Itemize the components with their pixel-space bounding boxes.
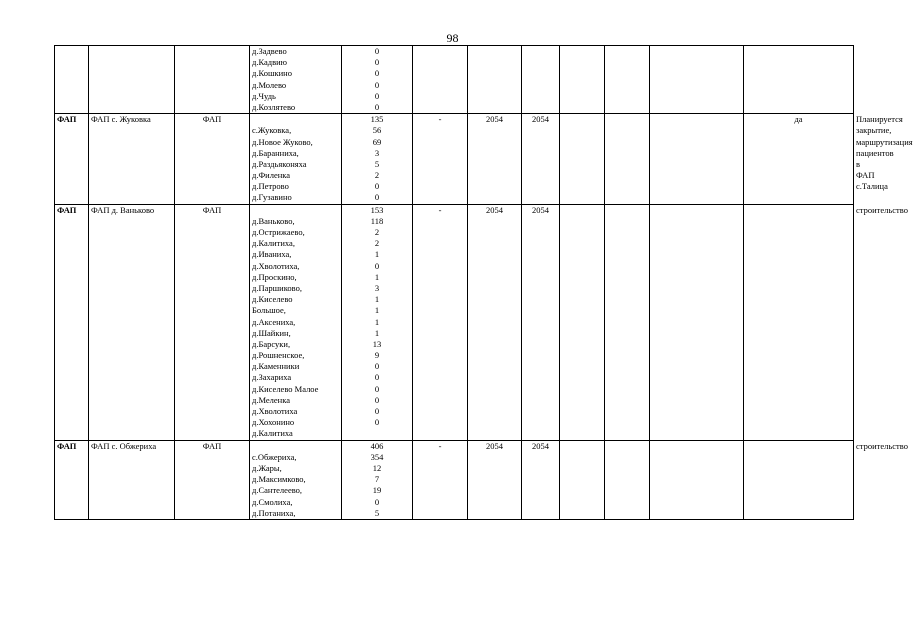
population-value: 2 <box>374 227 380 237</box>
facility-type-cell: ФАП <box>55 440 89 519</box>
settlement-name: д.Новое Жуково, <box>252 136 313 147</box>
empty-cell <box>650 46 744 114</box>
population-value: 135 <box>370 114 384 125</box>
settlement-name: д.Кошкино <box>252 68 292 79</box>
flag-cell <box>744 204 854 440</box>
settlement-name: д.Петрово <box>252 181 289 192</box>
population-value: 0 <box>374 372 380 383</box>
settlement-name <box>252 114 339 125</box>
facility-name-cell: ФАП д. Ваньково <box>89 204 175 440</box>
settlement-name: д.Аксениха, <box>252 316 296 327</box>
settlement-name: д.Калитиха, <box>252 238 295 249</box>
population-cell <box>342 440 413 519</box>
settlement-name: д.Раздьяконяха <box>252 158 307 169</box>
population-value: 0 <box>374 406 380 416</box>
population-value: 3 <box>374 147 380 158</box>
population-value: 5 <box>374 507 380 518</box>
population-value: 1 <box>374 271 380 282</box>
flag-cell: да <box>744 114 854 205</box>
population-value: 13 <box>372 338 382 349</box>
flag-cell <box>744 46 854 114</box>
settlement-name: д.Острижаево, <box>252 227 305 237</box>
settlement-name: д.Рошненское, <box>252 350 305 361</box>
facility-type-cell: ФАП <box>55 114 89 205</box>
population-value: 118 <box>370 215 384 226</box>
settlement-name: д.Баранниха, <box>252 147 299 158</box>
settlement-name: д.Хволотиха <box>252 406 298 416</box>
population-value: 0 <box>374 90 380 101</box>
empty-cell <box>605 46 650 114</box>
population-value: 0 <box>374 361 380 372</box>
facility-type-cell <box>55 46 89 114</box>
empty-cell <box>605 204 650 440</box>
empty-cell <box>560 204 605 440</box>
population-value: 2 <box>374 238 380 249</box>
settlement-name: Большое, <box>252 305 286 316</box>
year-cell: 2054 <box>522 114 560 205</box>
status-cell: - <box>413 204 468 440</box>
population-cell <box>342 204 413 440</box>
empty-cell <box>605 440 650 519</box>
settlement-name: с.Жуковка, <box>252 125 292 136</box>
status-cell <box>413 46 468 114</box>
settlement-name: д.Смолиха, <box>252 496 293 507</box>
table-row: ФАП ФАП с. Обжериха ФАП с.Обжериха, д.Жары, д.Максимково, д.Сантелеево, д.Смолиха, д.Потаниха, 406 354 12 7 19 0 5 - 2054 2054 строительство <box>55 440 854 519</box>
empty-cell <box>650 440 744 519</box>
settlement-name: д.Кадвию <box>252 57 288 68</box>
settlements-cell <box>250 114 342 205</box>
empty-cell <box>560 46 605 114</box>
settlement-name: д.Молево <box>252 79 287 90</box>
population-cell <box>342 46 413 114</box>
population-value: 153 <box>370 204 384 215</box>
population-value: 3 <box>374 282 380 293</box>
facility-kind-cell: ФАП <box>175 440 250 519</box>
population-value: 19 <box>372 485 382 496</box>
settlement-name: д.Хохонино <box>252 417 295 428</box>
empty-cell <box>560 440 605 519</box>
population-value <box>344 428 410 439</box>
table-row: ФАП ФАП с. Жуковка ФАП с.Жуковка, д.Новое Жуково, д.Баранниха, д.Раздьяконяха д.Филенка д.Петрово д.Гузавино 135 56 69 3 5 2 0 0 - 2054 2054 да Планируется закрытие, маршрутизация пациентов в ФАП с.Талица <box>55 114 854 205</box>
status-cell: - <box>413 114 468 205</box>
settlement-name: д.Потаниха, <box>252 507 296 518</box>
year-cell <box>522 46 560 114</box>
population-value: 0 <box>374 192 380 203</box>
settlement-name: д.Киселево Малое <box>252 383 319 394</box>
population-value: 1 <box>374 249 380 260</box>
settlement-name: д.Калитиха <box>252 428 293 439</box>
year-cell <box>468 46 522 114</box>
settlement-name: д.Задвево <box>252 46 287 56</box>
settlements-cell <box>250 204 342 440</box>
facility-name-cell: ФАП с. Обжериха <box>89 440 175 519</box>
year-cell: 2054 <box>468 204 522 440</box>
settlements-cell <box>250 440 342 519</box>
population-value: 406 <box>370 440 384 451</box>
population-value: 9 <box>374 350 380 361</box>
population-value: 0 <box>374 260 380 271</box>
population-value: 0 <box>374 383 380 394</box>
population-value: 69 <box>372 136 382 147</box>
settlement-name: д.Максимково, <box>252 474 306 485</box>
settlement-name: д.Ваньково, <box>252 215 295 226</box>
year-cell: 2054 <box>468 440 522 519</box>
population-value: 12 <box>372 462 382 473</box>
year-cell: 2054 <box>468 114 522 205</box>
settlement-name: д.Киселево <box>252 294 293 305</box>
population-value: 0 <box>374 57 380 68</box>
settlement-name: д.Козлятево <box>252 101 296 112</box>
population-value: 1 <box>374 305 380 316</box>
table-row <box>55 46 854 114</box>
settlement-name <box>252 441 339 452</box>
status-cell: - <box>413 440 468 519</box>
settlement-name: д.Жары, <box>252 462 282 473</box>
population-value: 1 <box>374 327 380 338</box>
settlement-name: д.Каменники <box>252 361 300 372</box>
settlements-cell <box>250 46 342 114</box>
empty-cell <box>650 114 744 205</box>
facility-kind-cell: ФАП <box>175 114 250 205</box>
population-value: 0 <box>374 101 380 112</box>
facility-kind-cell <box>175 46 250 114</box>
empty-cell <box>560 114 605 205</box>
table-row: ФАП ФАП д. Ваньково ФАП д.Ваньково, д.Острижаево, д.Калитиха, д.Иваниха, д.Хволотиха, д.Проскино, д.Паршиково, д.Киселево Большое, д.Аксениха, д.Шайкин, д.Барсуки, д.Рошненское, д.Каменники д.Захариха д.Киселево Малое д.Меленка д.Хволотиха д.Хохонино д.Калитиха 153 118 2 2 1 0 1 3 1 1 1 1 13 9 0 0 0 0 0 0 - 2054 2054 строительство <box>55 204 854 440</box>
settlement-name: д.Проскино, <box>252 271 297 282</box>
empty-cell <box>650 204 744 440</box>
settlement-name: д.Меленка <box>252 394 291 405</box>
population-value: 1 <box>374 316 380 327</box>
population-value: 7 <box>374 474 380 485</box>
year-cell: 2054 <box>522 440 560 519</box>
facility-name-cell: ФАП с. Жуковка <box>89 114 175 205</box>
population-value: 56 <box>372 125 382 136</box>
settlement-name: д.Хволотиха, <box>252 260 300 271</box>
population-value: 0 <box>374 496 380 507</box>
settlement-name: с.Обжериха, <box>252 451 297 462</box>
population-value: 354 <box>370 451 384 462</box>
population-value: 5 <box>374 158 380 169</box>
settlement-name: д.Шайкин, <box>252 327 291 338</box>
table-body <box>55 46 913 520</box>
facilities-table <box>54 45 913 520</box>
population-value: 0 <box>374 394 380 405</box>
settlement-name: д.Филенка <box>252 170 291 181</box>
settlement-name: д.Чудь <box>252 90 276 101</box>
population-value: 1 <box>374 294 380 305</box>
settlement-name: д.Сантелеево, <box>252 485 303 496</box>
facility-name-cell <box>89 46 175 114</box>
population-value: 2 <box>374 170 380 181</box>
population-value: 0 <box>374 79 380 90</box>
population-value: 0 <box>374 46 380 56</box>
page-number: 98 <box>446 31 459 45</box>
settlement-name: д.Гузавино <box>252 192 292 203</box>
settlement-name <box>252 205 339 216</box>
facility-kind-cell: ФАП <box>175 204 250 440</box>
empty-cell <box>605 114 650 205</box>
population-value: 0 <box>374 181 380 192</box>
flag-cell <box>744 440 854 519</box>
facility-type-cell: ФАП <box>55 204 89 440</box>
population-value: 0 <box>374 417 380 428</box>
settlement-name: д.Паршиково, <box>252 282 302 293</box>
year-cell: 2054 <box>522 204 560 440</box>
settlement-name: д.Барсуки, <box>252 338 291 349</box>
population-cell <box>342 114 413 205</box>
population-value: 0 <box>374 68 380 79</box>
settlement-name: д.Захариха <box>252 372 292 383</box>
settlement-name: д.Иваниха, <box>252 249 292 260</box>
